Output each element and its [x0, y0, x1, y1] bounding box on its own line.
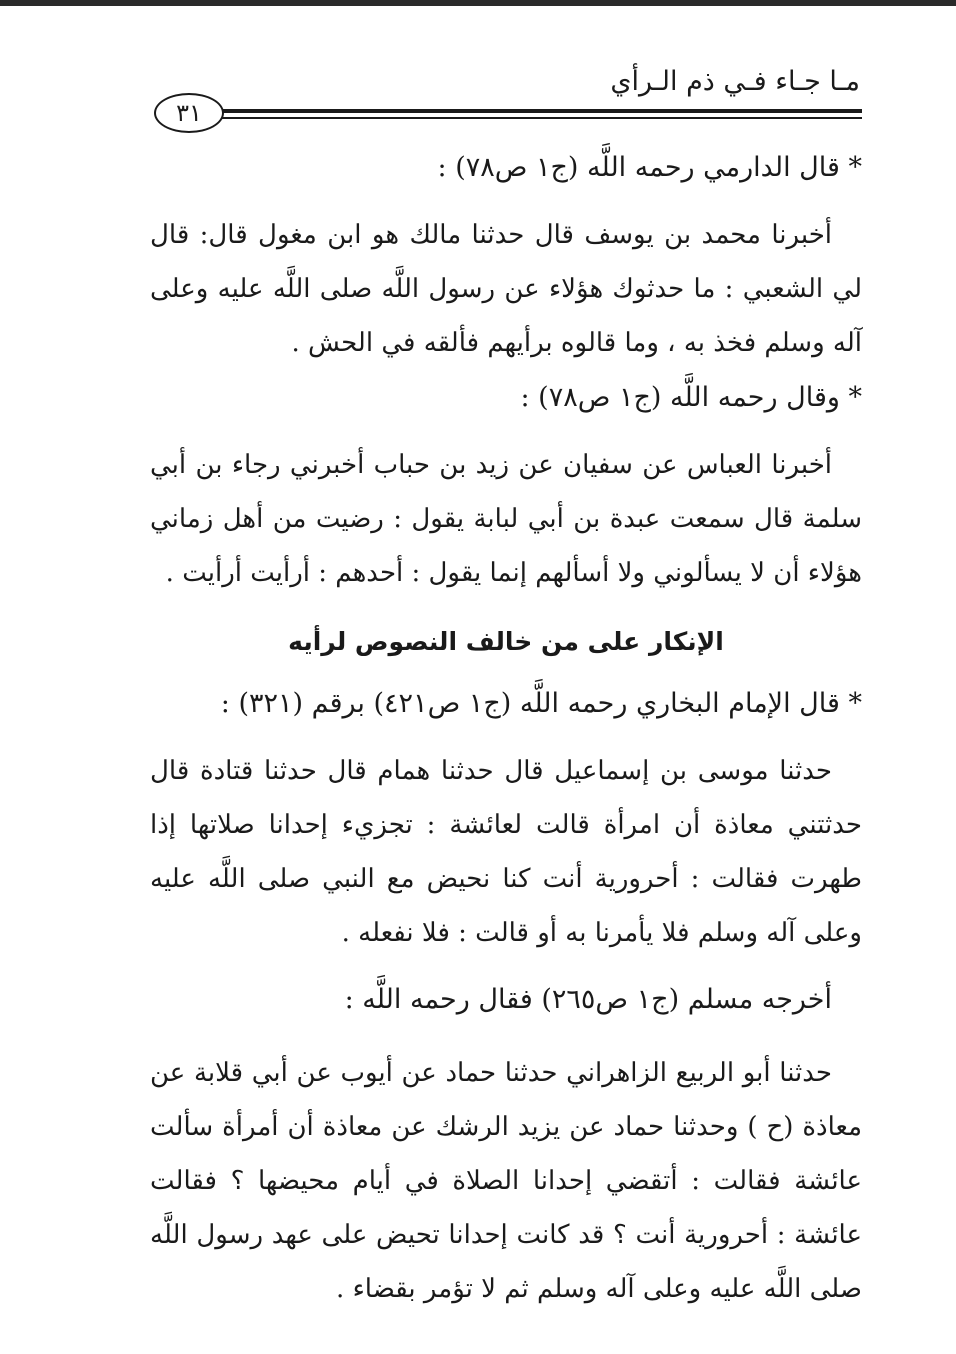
- section-title: الإنكار على من خالف النصوص لرأيه: [288, 627, 724, 656]
- spacer: [150, 426, 862, 438]
- paragraph: حدثنا موسى بن إسماعيل قال حدثنا همام قال حدثنا قتادة قال حدثتني معاذة أن امرأة قالت لعائشة : تجزيء إحدانا صلاتها إذا طهرت فقالت : أحرورية أنت كنا نحيض مع النبي صلى اللَّه عليه وعلى آله وسلم فلا يأمرنا به أو قالت : فلا نفعله .: [150, 756, 862, 948]
- spacer: [150, 732, 862, 744]
- spacer: [150, 960, 862, 972]
- spacer: [150, 196, 862, 208]
- page-number: ٣١: [176, 99, 202, 127]
- citation-heading: * وقال رحمه اللَّه (ج١ ص٧٨) :: [520, 382, 862, 413]
- paragraph: أخبرنا محمد بن يوسف قال حدثنا مالك هو ابن مغول قال: قال لي الشعبي : ما حدثوك هؤلاء عن رسول اللَّه صلى اللَّه عليه وعلى آله وسلم فخذ به ، وما قالوه برأيهم فألقه في الحش .: [150, 220, 862, 358]
- scan-edge: [0, 0, 956, 6]
- citation-heading: * قال الإمام البخاري رحمه اللَّه (ج١ ص٤٢١) برقم (٣٢١) :: [220, 688, 862, 719]
- paragraph: حدثنا أبو الربيع الزاهراني حدثنا حماد عن أيوب عن أبي قلابة عن معاذة (ح ) وحدثنا حماد عن يزيد الرشك عن معاذة أن أمرأة سألت عائشة فقالت : أتقضي إحدانا الصلاة في أيام محيضها ؟ فقالت عائشة : أحرورية أنت ؟ قد كانت إحدانا تحيض على عهد رسول اللَّه صلى اللَّه عليه وعلى آله وسلم ثم لا تؤمر بقضاء .: [150, 1058, 862, 1304]
- header-rule-thin: [218, 117, 862, 119]
- citation-heading: أخرجه مسلم (ج١ ص٢٦٥) فقال رحمه اللَّه :: [344, 984, 832, 1015]
- page-body: [150, 140, 862, 1316]
- header-rule: [218, 109, 862, 113]
- running-title: مـا جـاء فـي ذم الـرأي: [610, 66, 860, 97]
- citation-heading: * قال الدارمي رحمه اللَّه (ج١ ص٧٨) :: [437, 152, 862, 183]
- spacer: [150, 1028, 862, 1046]
- page-number-badge: [154, 93, 224, 133]
- paragraph: أخبرنا العباس عن سفيان عن زيد بن حباب أخبرني رجاء بن أبي سلمة قال سمعت عبدة بن أبي لبابة يقول : رضيت من أهل زماني هؤلاء أن لا يسألوني ولا أسألهم إنما يقول : أحدهم : أرأيت أرأيت .: [150, 450, 862, 588]
